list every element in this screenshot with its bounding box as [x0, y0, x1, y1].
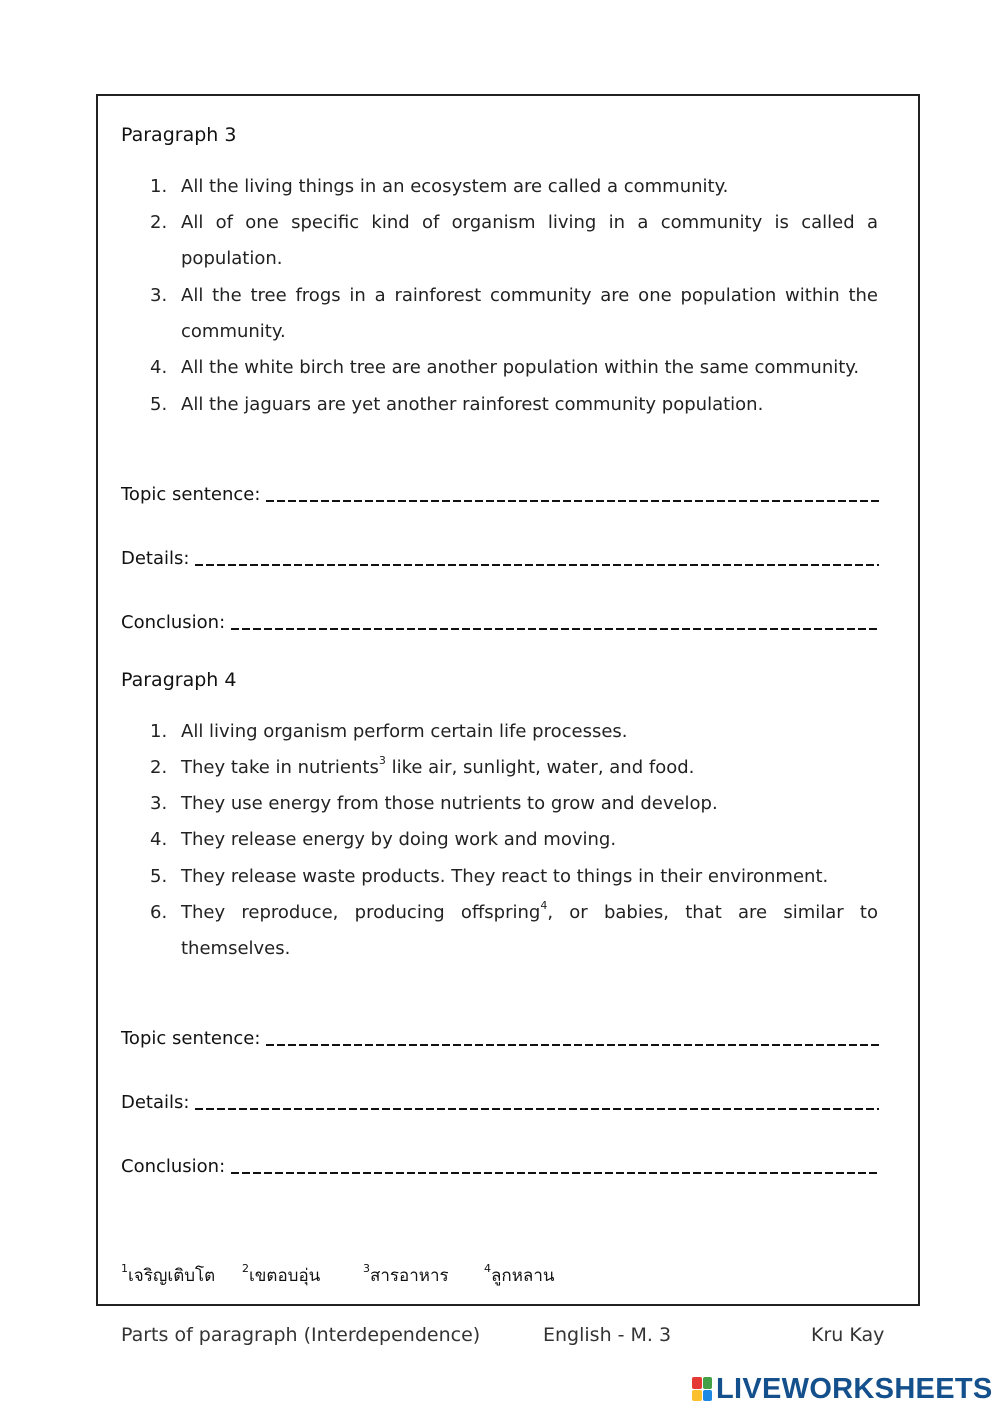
- logo-square-1: [692, 1377, 702, 1389]
- p4-item-4-text: They release energy by doing work and moving.: [181, 829, 617, 850]
- p4-item-1-text: All living organism perform certain life processes.: [181, 721, 628, 742]
- glossary-3-marker: 3: [363, 1262, 370, 1275]
- p4-item-6-text-start: They reproduce, producing offspring: [181, 902, 541, 923]
- glossary-item-2: [242, 1262, 320, 1289]
- p4-item-1-number: 1.: [150, 721, 168, 742]
- glossary-2-text: เขตอบอุ่น: [249, 1266, 321, 1286]
- footer-subject: English - M. 3: [543, 1324, 672, 1346]
- glossary-1-marker: 1: [121, 1262, 128, 1275]
- p4-item-2-text-start: They take in nutrients: [181, 757, 379, 778]
- p4-details-input[interactable]: [195, 1108, 879, 1110]
- p3-details-label: Details:: [121, 548, 190, 569]
- glossary-1-text: เจริญเติบโต: [128, 1266, 216, 1286]
- p3-item-1-number: 1.: [150, 176, 168, 197]
- p4-topic-sentence-label: Topic sentence:: [121, 1028, 261, 1049]
- p4-topic-sentence-row: [121, 1019, 879, 1049]
- p4-item-2-text: [181, 750, 878, 786]
- p3-item-3: [150, 278, 878, 350]
- p4-topic-sentence-input[interactable]: [266, 1044, 879, 1046]
- liveworksheets-logo-icon: [692, 1377, 712, 1401]
- glossary-item-1: [121, 1262, 215, 1289]
- p3-item-2-line-2: population.: [181, 248, 283, 269]
- p3-conclusion-input[interactable]: [231, 628, 879, 630]
- glossary-item-3: [363, 1262, 449, 1289]
- p3-item-3-line-2: community.: [181, 321, 286, 342]
- p4-item-3-number: 3.: [150, 793, 168, 814]
- p4-details-row: [121, 1083, 879, 1113]
- paragraph-4-title: Paragraph 4: [121, 669, 237, 691]
- logo-square-4: [703, 1390, 713, 1402]
- logo-square-3: [692, 1390, 702, 1402]
- p4-item-6-text-end: , or babies, that are similar to: [547, 902, 878, 923]
- footnote-marker-3: 3: [378, 754, 386, 767]
- liveworksheets-logo[interactable]: [692, 1372, 993, 1406]
- p3-item-4-number: 4.: [150, 357, 168, 378]
- p3-topic-sentence-input[interactable]: [266, 500, 879, 502]
- p3-item-5-text: All the jaguars are yet another rainforest community population.: [181, 394, 764, 415]
- p4-conclusion-input[interactable]: [231, 1172, 879, 1174]
- p4-item-6-line-2: themselves.: [181, 938, 291, 959]
- glossary-4-marker: 4: [484, 1262, 491, 1275]
- logo-square-2: [703, 1377, 713, 1389]
- p4-conclusion-row: [121, 1147, 879, 1177]
- p3-topic-sentence-label: Topic sentence:: [121, 484, 261, 505]
- p4-item-5-number: 5.: [150, 866, 168, 887]
- paragraph-3-title: Paragraph 3: [121, 124, 237, 146]
- p3-item-5-number: 5.: [150, 394, 168, 415]
- p3-conclusion-row: [121, 603, 879, 633]
- p4-item-6-line-1: [181, 895, 878, 931]
- p4-details-label: Details:: [121, 1092, 190, 1113]
- p4-item-6-number: 6.: [150, 902, 168, 923]
- p3-details-row: [121, 539, 879, 569]
- footnote-marker-4: 4: [540, 899, 548, 912]
- footer-title: Parts of paragraph (Interdependence): [121, 1324, 481, 1346]
- p4-item-6: [150, 895, 878, 967]
- p3-conclusion-label: Conclusion:: [121, 612, 226, 633]
- p4-item-2-number: 2.: [150, 757, 168, 778]
- p4-conclusion-label: Conclusion:: [121, 1156, 226, 1177]
- p3-item-2: [150, 205, 878, 277]
- p3-item-3-number: 3.: [150, 285, 168, 306]
- liveworksheets-wordmark: LIVEWORKSHEETS: [716, 1372, 993, 1405]
- p4-item-3-text: They use energy from those nutrients to grow and develop.: [181, 793, 718, 814]
- glossary-4-text: ลูกหลาน: [491, 1266, 555, 1286]
- p3-item-3-line-1: All the tree frogs in a rainforest community are one population within the: [181, 285, 878, 306]
- p3-item-2-line-1: All of one specific kind of organism living in a community is called a: [181, 212, 878, 233]
- glossary-2-marker: 2: [242, 1262, 249, 1275]
- p3-topic-sentence-row: [121, 475, 879, 505]
- p4-item-2-text-end: like air, sunlight, water, and food.: [385, 757, 695, 778]
- glossary-3-text: สารอาหาร: [370, 1266, 449, 1286]
- footer-author: Kru Kay: [811, 1324, 885, 1346]
- glossary-item-4: [484, 1262, 555, 1289]
- p3-details-input[interactable]: [195, 564, 879, 566]
- p3-item-2-number: 2.: [150, 212, 168, 233]
- p3-item-4-text: All the white birch tree are another population within the same community.: [181, 357, 860, 378]
- p4-item-4-number: 4.: [150, 829, 168, 850]
- p3-item-1-text: All the living things in an ecosystem are called a community.: [181, 176, 729, 197]
- p4-item-5-text: They release waste products. They react to things in their environment.: [181, 866, 829, 887]
